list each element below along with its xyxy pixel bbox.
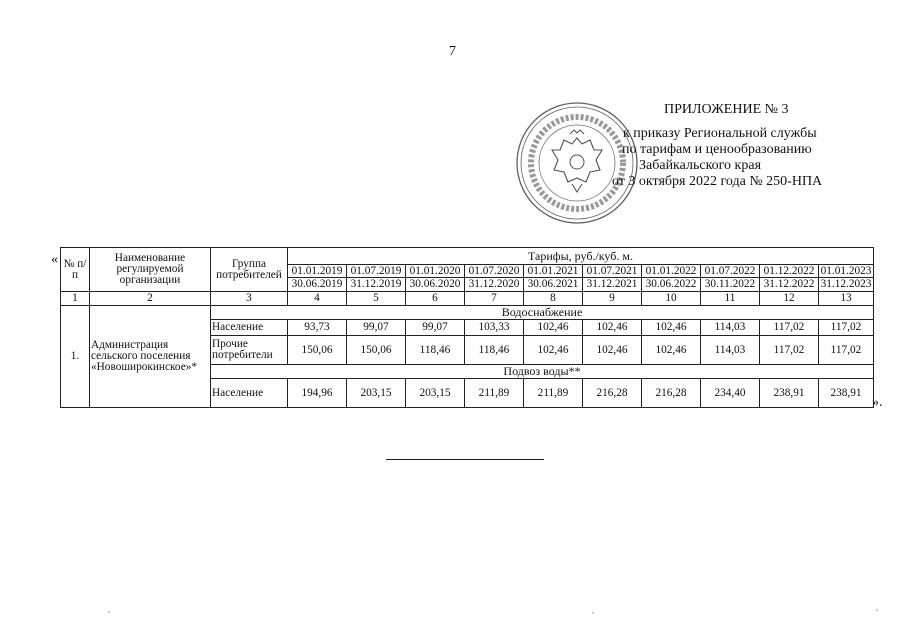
row-number: 1. — [61, 306, 90, 408]
tariff-value: 102,46 — [583, 320, 642, 336]
period-from: 01.07.2022 — [701, 265, 760, 278]
tariff-value: 99,07 — [347, 320, 406, 336]
appendix-header — [612, 102, 862, 190]
period-from: 01.01.2022 — [642, 265, 701, 278]
tariff-value: 211,89 — [524, 379, 583, 408]
scan-speck — [592, 612, 594, 614]
tariff-value: 114,03 — [701, 336, 760, 365]
tariff-value: 238,91 — [819, 379, 874, 408]
appendix-line: к приказу Региональной службы — [623, 126, 817, 141]
period-to: 31.12.2020 — [465, 278, 524, 292]
period-to: 30.06.2019 — [288, 278, 347, 292]
tariff-value: 216,28 — [583, 379, 642, 408]
period-to: 30.11.2022 — [701, 278, 760, 292]
consumer-group: Население — [211, 379, 288, 408]
period-from: 01.12.2022 — [760, 265, 819, 278]
tariff-value: 117,02 — [819, 336, 874, 365]
column-number: 6 — [406, 292, 465, 306]
section-caption: Водоснабжение — [211, 306, 874, 320]
tariff-value: 117,02 — [819, 320, 874, 336]
appendix-line: от 3 октября 2022 года № 250-НПА — [612, 174, 823, 189]
header-org: Наименование регулируемой организации — [90, 248, 211, 292]
tariff-value: 150,06 — [347, 336, 406, 365]
tariff-value: 118,46 — [406, 336, 465, 365]
column-number: 12 — [760, 292, 819, 306]
period-to: 31.12.2019 — [347, 278, 406, 292]
tariff-value: 211,89 — [465, 379, 524, 408]
tariff-value: 117,02 — [760, 336, 819, 365]
appendix-line: Забайкальского края — [639, 158, 762, 173]
page-number: 7 — [449, 44, 456, 59]
period-to: 30.06.2022 — [642, 278, 701, 292]
tariff-value: 102,46 — [642, 320, 701, 336]
tariff-value: 102,46 — [524, 336, 583, 365]
tariff-value: 93,73 — [288, 320, 347, 336]
period-from: 01.01.2021 — [524, 265, 583, 278]
column-number: 4 — [288, 292, 347, 306]
period-from: 01.07.2019 — [347, 265, 406, 278]
column-number: 11 — [701, 292, 760, 306]
header-num: № п/п — [61, 248, 90, 292]
consumer-group: Прочие потребители — [211, 336, 288, 365]
column-number: 2 — [90, 292, 211, 306]
period-to: 31.12.2022 — [760, 278, 819, 292]
tariff-value: 102,46 — [642, 336, 701, 365]
organization-name: Администрация сельского поселения «Новоширокинское»* — [90, 306, 211, 408]
separator-line — [386, 459, 544, 460]
tariff-value: 234,40 — [701, 379, 760, 408]
period-from: 01.07.2021 — [583, 265, 642, 278]
tariff-table — [60, 247, 874, 408]
tariff-value: 194,96 — [288, 379, 347, 408]
column-number: 7 — [465, 292, 524, 306]
tariff-value: 150,06 — [288, 336, 347, 365]
column-number: 3 — [211, 292, 288, 306]
appendix-line: по тарифам и ценообразованию — [622, 142, 812, 157]
appendix-title: ПРИЛОЖЕНИЕ № 3 — [664, 102, 789, 117]
column-number: 5 — [347, 292, 406, 306]
period-to: 31.12.2023 — [819, 278, 874, 292]
column-number: 9 — [583, 292, 642, 306]
header-tariffs: Тарифы, руб./куб. м. — [288, 248, 874, 265]
section-caption: Подвоз воды** — [211, 365, 874, 379]
tariff-value: 103,33 — [465, 320, 524, 336]
closing-quote: ». — [872, 395, 883, 410]
column-number: 13 — [819, 292, 874, 306]
tariff-value: 203,15 — [347, 379, 406, 408]
tariff-value: 216,28 — [642, 379, 701, 408]
column-number: 10 — [642, 292, 701, 306]
period-from: 01.01.2023 — [819, 265, 874, 278]
tariff-value: 203,15 — [406, 379, 465, 408]
tariff-value: 118,46 — [465, 336, 524, 365]
tariff-value: 114,03 — [701, 320, 760, 336]
column-number: 1 — [61, 292, 90, 306]
period-from: 01.01.2019 — [288, 265, 347, 278]
tariff-value: 117,02 — [760, 320, 819, 336]
period-to: 30.06.2021 — [524, 278, 583, 292]
column-number: 8 — [524, 292, 583, 306]
tariff-value: 238,91 — [760, 379, 819, 408]
tariff-value: 102,46 — [583, 336, 642, 365]
consumer-group: Население — [211, 320, 288, 336]
period-to: 31.12.2021 — [583, 278, 642, 292]
period-from: 01.07.2020 — [465, 265, 524, 278]
period-to: 30.06.2020 — [406, 278, 465, 292]
tariff-value: 102,46 — [524, 320, 583, 336]
tariff-value: 99,07 — [406, 320, 465, 336]
opening-quote: « — [51, 252, 58, 267]
scan-speck — [108, 611, 110, 613]
scan-speck — [876, 609, 878, 611]
period-from: 01.01.2020 — [406, 265, 465, 278]
header-group: Группа потребителей — [211, 248, 288, 292]
